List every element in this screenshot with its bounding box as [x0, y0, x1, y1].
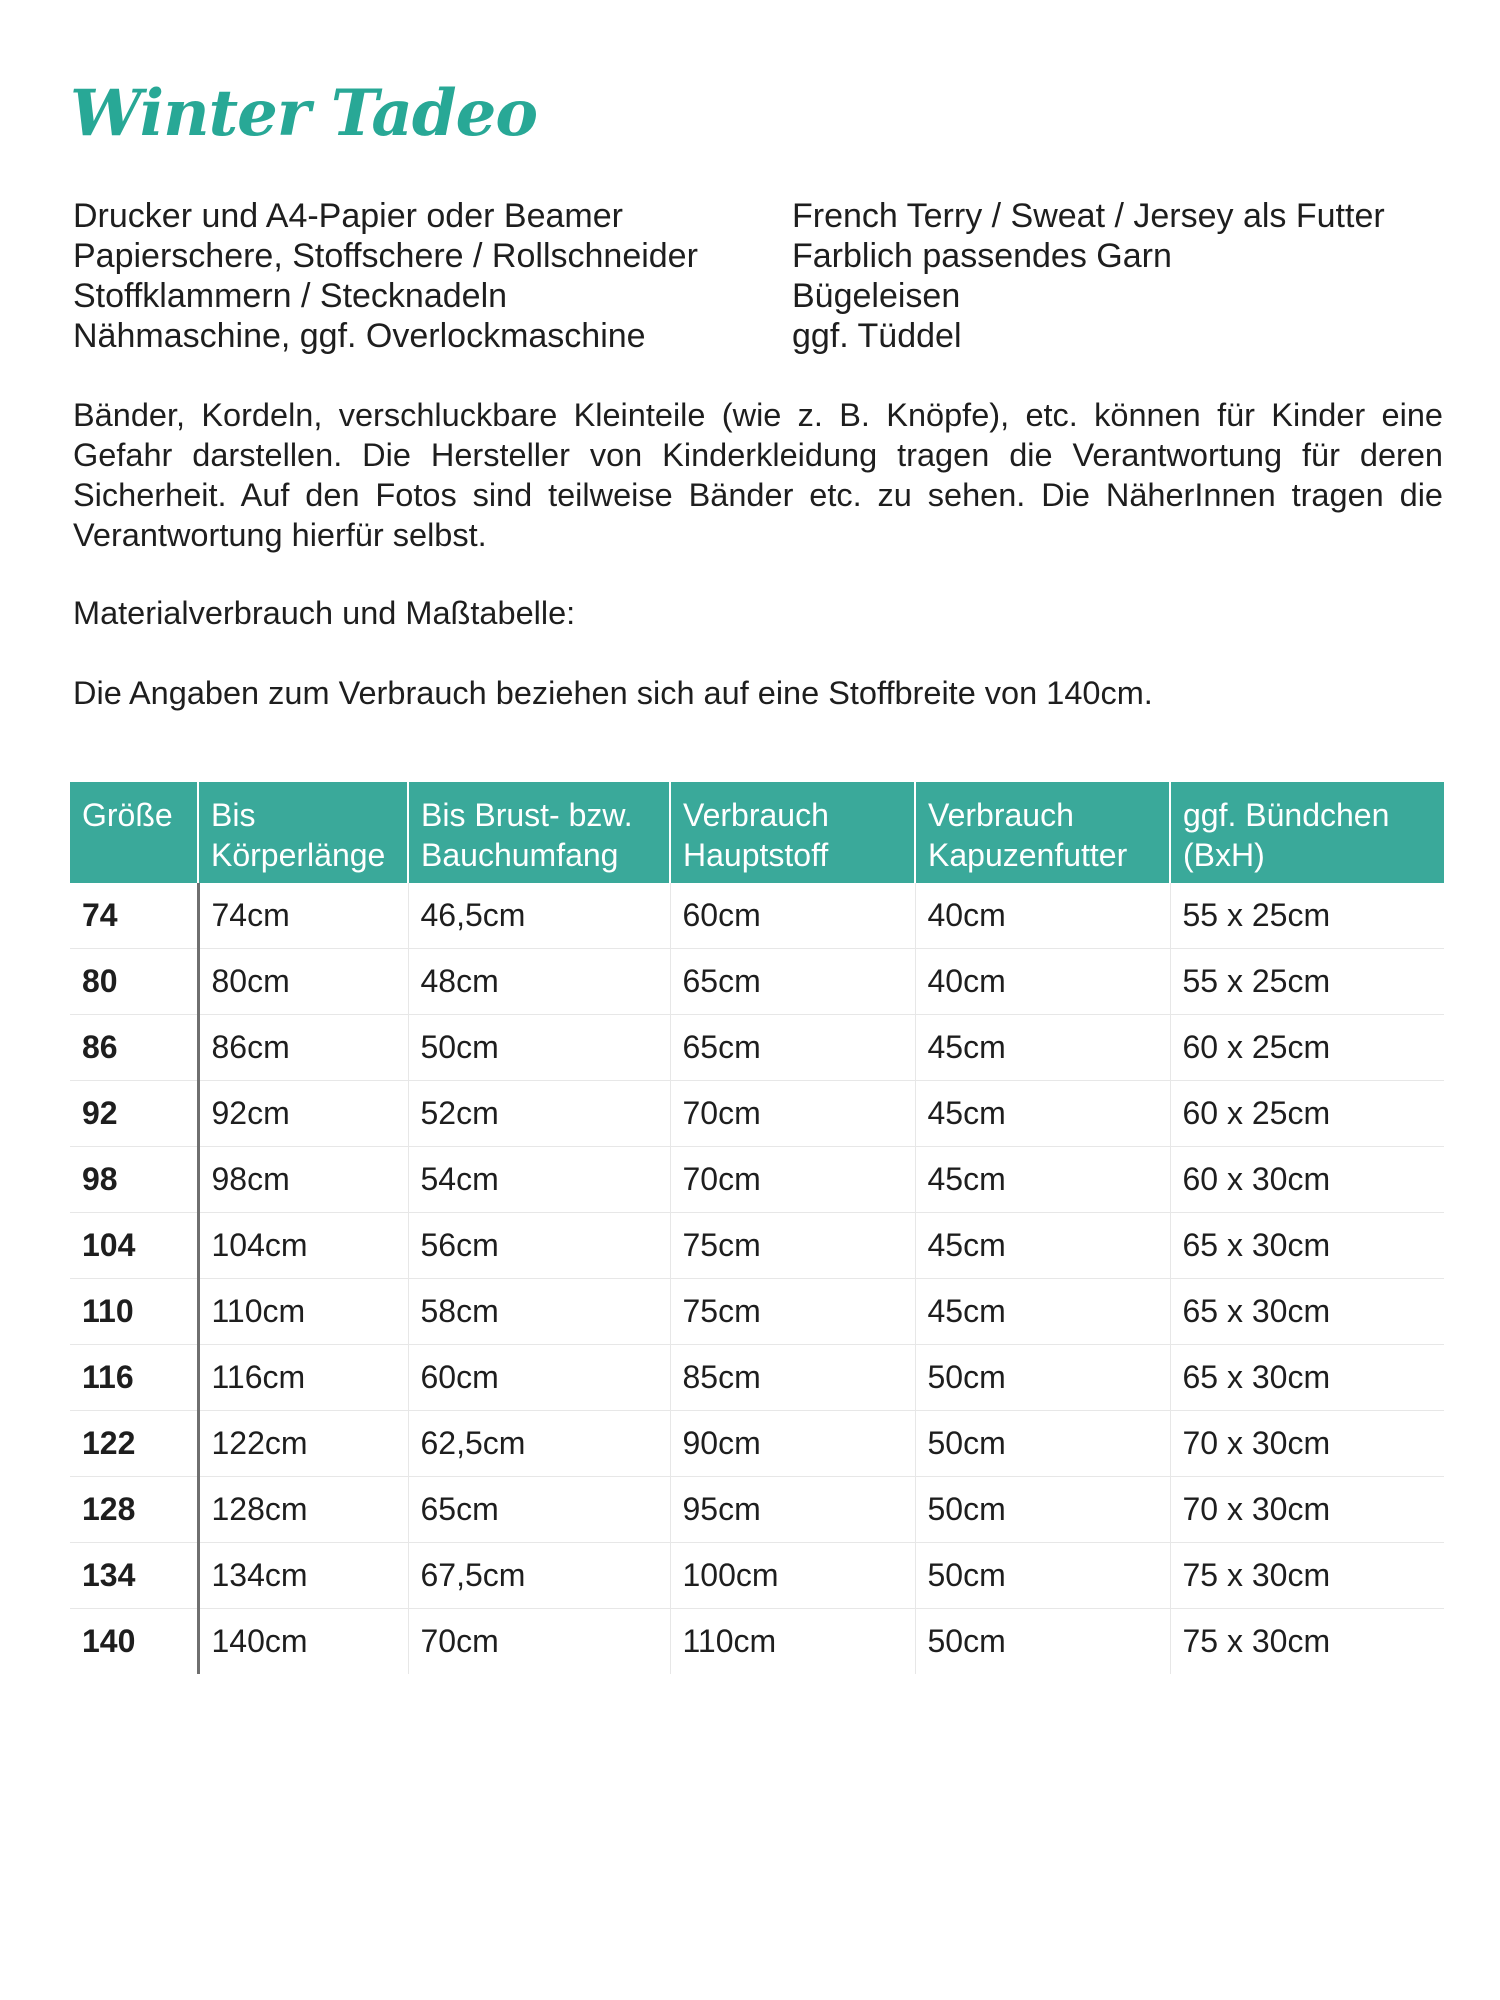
table-cell: 55 x 25cm — [1170, 883, 1444, 949]
column-header-line: (BxH) — [1183, 837, 1265, 873]
table-cell: 116cm — [198, 1345, 408, 1411]
table-cell: 75 x 30cm — [1170, 1543, 1444, 1609]
table-cell: 75 x 30cm — [1170, 1609, 1444, 1675]
table-row — [70, 1345, 1444, 1411]
table-cell: 58cm — [408, 1279, 670, 1345]
table-cell: 56cm — [408, 1213, 670, 1279]
table-cell: 46,5cm — [408, 883, 670, 949]
table-cell: 95cm — [670, 1477, 915, 1543]
table-row — [70, 1543, 1444, 1609]
table-cell: 70 x 30cm — [1170, 1411, 1444, 1477]
table-cell: 50cm — [915, 1477, 1170, 1543]
size-cell: 116 — [70, 1345, 198, 1411]
table-cell: 60cm — [408, 1345, 670, 1411]
size-cell: 110 — [70, 1279, 198, 1345]
column-header — [670, 782, 915, 883]
table-cell: 70cm — [670, 1081, 915, 1147]
table-cell: 122cm — [198, 1411, 408, 1477]
column-header-line: Körperlänge — [211, 837, 386, 873]
material-item: Papierschere, Stoffschere / Rollschneider — [73, 237, 698, 275]
size-cell: 80 — [70, 949, 198, 1015]
table-cell: 74cm — [198, 883, 408, 949]
table-row — [70, 1015, 1444, 1081]
table-cell: 100cm — [670, 1543, 915, 1609]
material-item: Drucker und A4-Papier oder Beamer — [73, 197, 623, 235]
table-cell: 54cm — [408, 1147, 670, 1213]
table-cell: 52cm — [408, 1081, 670, 1147]
table-cell: 92cm — [198, 1081, 408, 1147]
column-header-line: Verbrauch — [928, 797, 1074, 833]
table-cell: 45cm — [915, 1015, 1170, 1081]
materials-list-left — [73, 196, 698, 356]
size-cell: 122 — [70, 1411, 198, 1477]
table-cell: 62,5cm — [408, 1411, 670, 1477]
table-cell: 104cm — [198, 1213, 408, 1279]
fabric-width-note: Die Angaben zum Verbrauch beziehen sich auf eine Stoffbreite von 140cm. — [73, 675, 1153, 711]
table-row — [70, 1477, 1444, 1543]
column-header-line: Hauptstoff — [683, 837, 829, 873]
column-header — [1170, 782, 1444, 883]
column-header-line: Verbrauch — [683, 797, 829, 833]
table-cell: 55 x 25cm — [1170, 949, 1444, 1015]
table-cell: 60 x 25cm — [1170, 1015, 1444, 1081]
table-cell: 80cm — [198, 949, 408, 1015]
material-item: Bügeleisen — [792, 277, 961, 315]
table-row — [70, 1147, 1444, 1213]
table-cell: 45cm — [915, 1213, 1170, 1279]
material-item: Farblich passendes Garn — [792, 237, 1172, 275]
table-cell: 65 x 30cm — [1170, 1213, 1444, 1279]
table-cell: 50cm — [915, 1609, 1170, 1675]
column-header-line: Bis — [211, 797, 256, 833]
size-cell: 104 — [70, 1213, 198, 1279]
table-cell: 45cm — [915, 1279, 1170, 1345]
column-header — [915, 782, 1170, 883]
column-header-line: ggf. Bündchen — [1183, 797, 1390, 833]
size-cell: 98 — [70, 1147, 198, 1213]
table-body — [70, 883, 1444, 1674]
table-cell: 140cm — [198, 1609, 408, 1675]
table-row — [70, 1609, 1444, 1675]
table-cell: 70 x 30cm — [1170, 1477, 1444, 1543]
table-row — [70, 883, 1444, 949]
size-table — [70, 782, 1444, 1674]
column-header — [70, 782, 198, 883]
table-row — [70, 949, 1444, 1015]
material-item: ggf. Tüddel — [792, 317, 962, 355]
table-cell: 40cm — [915, 949, 1170, 1015]
column-header — [408, 782, 670, 883]
table-cell: 70cm — [408, 1609, 670, 1675]
table-row — [70, 1411, 1444, 1477]
table-cell: 86cm — [198, 1015, 408, 1081]
page-title: Winter Tadeo — [70, 76, 537, 151]
table-cell: 50cm — [915, 1411, 1170, 1477]
table-cell: 75cm — [670, 1279, 915, 1345]
table-cell: 65cm — [408, 1477, 670, 1543]
table-cell: 128cm — [198, 1477, 408, 1543]
materials-list-right — [792, 196, 1385, 356]
table-cell: 98cm — [198, 1147, 408, 1213]
size-cell: 92 — [70, 1081, 198, 1147]
table-cell: 65cm — [670, 1015, 915, 1081]
table-header — [70, 782, 1444, 883]
size-cell: 86 — [70, 1015, 198, 1081]
size-cell: 74 — [70, 883, 198, 949]
column-header-line: Bauchumfang — [421, 837, 619, 873]
table-cell: 65 x 30cm — [1170, 1279, 1444, 1345]
table-cell: 134cm — [198, 1543, 408, 1609]
column-header — [198, 782, 408, 883]
material-item: French Terry / Sweat / Jersey als Futter — [792, 197, 1385, 235]
table-cell: 50cm — [915, 1543, 1170, 1609]
table-cell: 65cm — [670, 949, 915, 1015]
table-cell: 40cm — [915, 883, 1170, 949]
table-row — [70, 1081, 1444, 1147]
table-cell: 110cm — [198, 1279, 408, 1345]
table-cell: 90cm — [670, 1411, 915, 1477]
table-row — [70, 1279, 1444, 1345]
table-cell: 50cm — [408, 1015, 670, 1081]
table-cell: 50cm — [915, 1345, 1170, 1411]
table-cell: 110cm — [670, 1609, 915, 1675]
column-header-line: Kapuzenfutter — [928, 837, 1128, 873]
size-cell: 140 — [82, 1623, 136, 1659]
table-cell: 85cm — [670, 1345, 915, 1411]
table-cell: 65 x 30cm — [1170, 1345, 1444, 1411]
material-item: Nähmaschine, ggf. Overlockmaschine — [73, 317, 646, 355]
table-cell: 45cm — [915, 1147, 1170, 1213]
column-header-line: Größe — [82, 797, 173, 833]
table-cell: 60 x 25cm — [1170, 1081, 1444, 1147]
size-cell: 128 — [70, 1477, 198, 1543]
table-cell: 75cm — [670, 1213, 915, 1279]
safety-notice: Bänder, Kordeln, verschluckbare Kleinteile (wie z. B. Knöpfe), etc. können für Kinder eine Gefahr darstellen. Die Hersteller von Kinderkleidung tragen die Verantwortung für deren Sicherheit. Auf den Fotos sind teilweise Bänder etc. zu sehen. Die NäherInnen tragen die Verantwortung hierfür selbst. — [73, 397, 1443, 553]
table-cell: 60 x 30cm — [1170, 1147, 1444, 1213]
section-label: Materialverbrauch und Maßtabelle: — [73, 595, 576, 631]
table-cell: 48cm — [408, 949, 670, 1015]
column-header-line: Bis Brust- bzw. — [421, 797, 633, 833]
table-cell: 60cm — [670, 883, 915, 949]
size-cell: 134 — [70, 1543, 198, 1609]
table-cell: 45cm — [915, 1081, 1170, 1147]
table-cell: 70cm — [670, 1147, 915, 1213]
table-cell: 67,5cm — [408, 1543, 670, 1609]
material-item: Stoffklammern / Stecknadeln — [73, 277, 508, 315]
table-row — [70, 1213, 1444, 1279]
